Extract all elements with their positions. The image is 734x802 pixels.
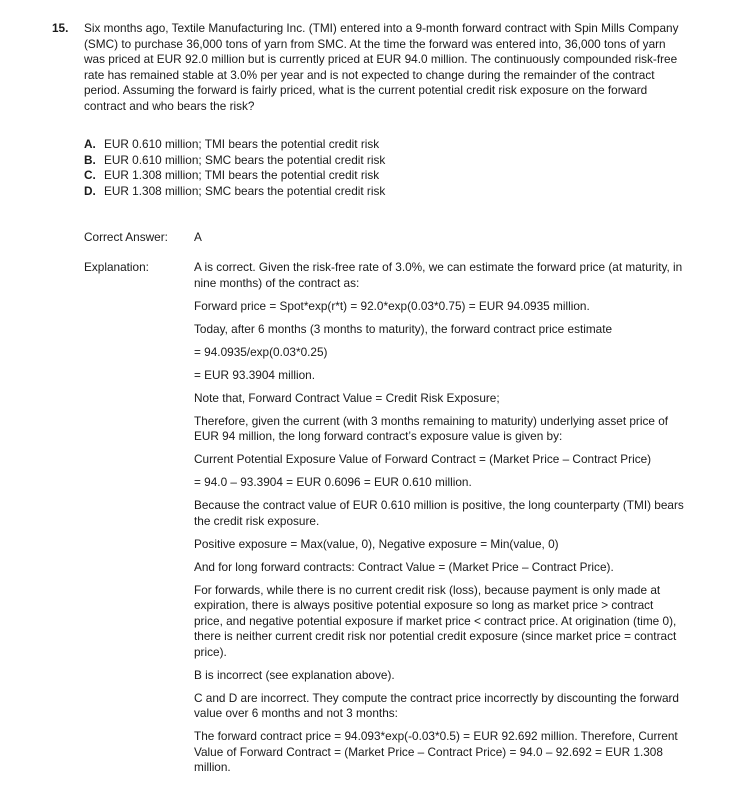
option-b[interactable]: [84, 153, 385, 169]
explanation-paragraph: A is correct. Given the risk-free rate of 3.0%, we can estimate the forward price (at maturity, in nine months) of the contract as:: [194, 260, 683, 290]
explanation-paragraph: For forwards, while there is no current credit risk (loss), because payment is only made at expiration, there is always positive potential exposure so long as market price > contract price, and negative potential exposure if market price < contract price. At origination (time 0), there is neither current credit risk nor potential credit exposure (since market price = contract price).: [194, 582, 677, 659]
explanation-paragraph: = EUR 93.3904 million.: [194, 367, 315, 382]
explanation-paragraph: Current Potential Exposure Value of Forward Contract = (Market Price – Contract Price): [194, 452, 652, 466]
option-c[interactable]: [84, 168, 385, 184]
option-letter: D.: [84, 183, 96, 198]
explanation-paragraph: C and D are incorrect. They compute the contract price incorrectly by discounting the forward value over 6 months and not 3 months:: [194, 690, 679, 720]
explanation-paragraph: Because the contract value of EUR 0.610 million is positive, the long counterparty (TMI) bears the credit risk exposure.: [194, 498, 684, 528]
correct-answer-label: Correct Answer:: [84, 230, 168, 244]
option-text: EUR 0.610 million; TMI bears the potential credit risk: [104, 137, 380, 151]
question-number: 15.: [52, 21, 69, 35]
explanation-body: [194, 260, 684, 783]
option-text: EUR 1.308 million; SMC bears the potential credit risk: [104, 183, 386, 198]
explanation-paragraph: Forward price = Spot*exp(r*t) = 92.0*exp(0.03*0.75) = EUR 94.0935 million.: [194, 298, 590, 313]
explanation-paragraph: B is incorrect (see explanation above).: [194, 667, 395, 682]
explanation-paragraph: Positive exposure = Max(value, 0), Negative exposure = Min(value, 0): [194, 536, 559, 551]
option-text: EUR 1.308 million; TMI bears the potential credit risk: [104, 168, 380, 182]
option-letter: B.: [84, 152, 96, 167]
option-text: EUR 0.610 million; SMC bears the potential credit risk: [104, 152, 386, 167]
option-d[interactable]: [84, 184, 385, 200]
option-a[interactable]: [84, 137, 385, 153]
explanation-paragraph: = 94.0 – 93.3904 = EUR 0.6096 = EUR 0.610 million.: [194, 475, 472, 489]
correct-answer-value: A: [194, 230, 202, 244]
explanation-paragraph: And for long forward contracts: Contract Value = (Market Price – Contract Price).: [194, 559, 614, 574]
answer-options: [84, 137, 385, 199]
question-text: Six months ago, Textile Manufacturing Inc. (TMI) entered into a 9-month forward contract with Spin Mills Company (SMC) to purchase 36,000 tons of yarn from SMC. At the time the forward was entered into, 36,000 tons of yarn was priced at EUR 92.0 million but is currently priced at EUR 94.0 million. The continuously compounded risk-free rate has remained stable at 3.0% per year and is not expected to change during the remainder of the contract period. Assuming the forward is fairly priced, what is the current potential credit risk exposure on the forward contract and who bears the risk?: [84, 21, 679, 113]
option-letter: A.: [84, 137, 96, 151]
explanation-paragraph: Note that, Forward Contract Value = Credit Risk Exposure;: [194, 390, 500, 405]
option-letter: C.: [84, 168, 96, 182]
explanation-label: Explanation:: [84, 260, 149, 274]
explanation-paragraph: Today, after 6 months (3 months to maturity), the forward contract price estimate: [194, 321, 613, 336]
explanation-paragraph: = 94.0935/exp(0.03*0.25): [194, 344, 328, 359]
explanation-paragraph: The forward contract price = 94.093*exp(-0.03*0.5) = EUR 92.692 million. Therefore, Current Value of Forward Contract = (Market Price – Contract Price) = 94.0 – 92.692 = EUR 1.308 million.: [194, 729, 678, 774]
explanation-paragraph: Therefore, given the current (with 3 months remaining to maturity) underlying asset price of EUR 94 million, the long forward contract’s exposure value is given by:: [194, 413, 669, 443]
